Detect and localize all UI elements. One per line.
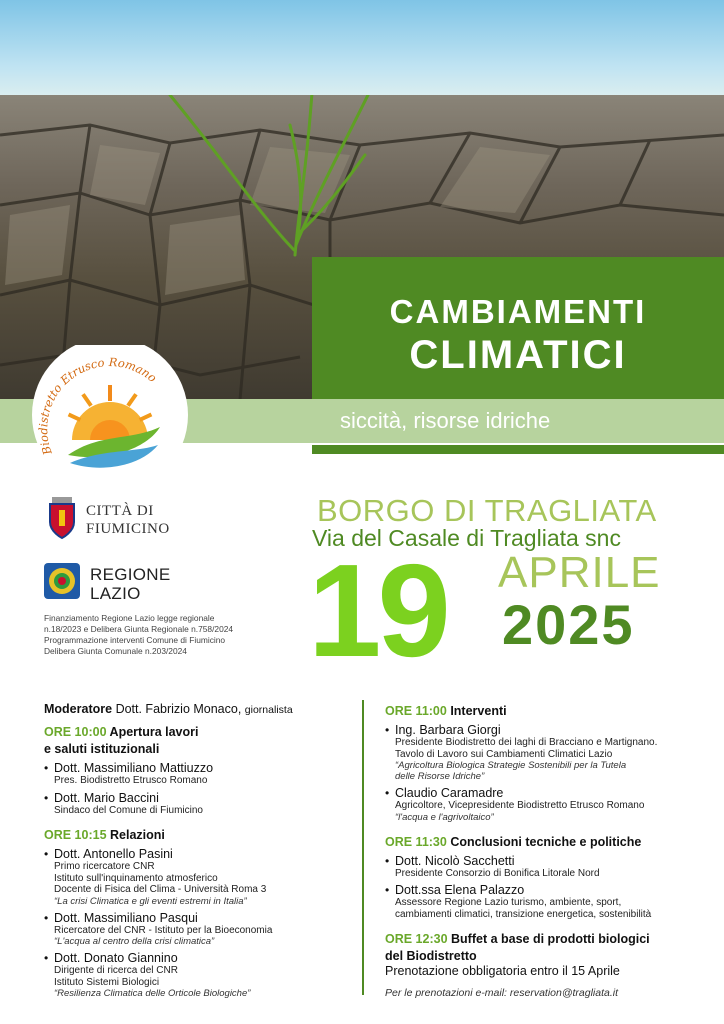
speaker-role: Ricercatore del CNR - Istituto per la Bioeconomia	[54, 924, 273, 936]
session-time: ORE 11:30	[385, 834, 447, 849]
talk-title: delle Risorse Idriche”	[395, 771, 485, 782]
funding-line: Delibera Giunta Comunale n.203/2024	[44, 646, 187, 656]
speaker-role: Istituto Sistemi Biologici	[54, 976, 160, 988]
speaker-entry	[385, 883, 705, 920]
sun-wave-logo-icon	[30, 345, 190, 475]
bullet-icon: •	[44, 910, 49, 925]
session-title: Buffet a base di prodotti biologici	[451, 932, 650, 946]
speaker-role: cambiamenti climatici, transizione energetica, sostenibilità	[395, 908, 652, 920]
funding-line: n.18/2023 e Delibera Giunta Regionale n.758/2024	[44, 624, 234, 634]
booking-email-note: Per le prenotazioni e-mail: reservation@tragliata.it	[385, 987, 619, 999]
speaker-role: Pres. Biodistretto Etrusco Romano	[54, 775, 208, 786]
speaker-role: Presidente Biodistretto dei laghi di Bracciano e Martignano.	[395, 737, 658, 748]
city-line-1: CITTÀ DI	[86, 503, 154, 519]
event-day: 19	[308, 537, 447, 684]
bullet-icon: •	[385, 883, 390, 897]
session-title: Conclusioni tecniche e politiche	[450, 834, 642, 849]
region-line-1: REGIONE	[90, 565, 171, 584]
speaker-name: Dott. Nicolò Sacchetti	[395, 853, 515, 868]
speaker-role: Istituto sull'inquinamento atmosferico	[54, 872, 218, 884]
regione-lazio-logo-icon	[44, 563, 80, 599]
talk-title: “L'acqua al centro della crisi climatica”	[54, 936, 215, 947]
speaker-name: Dott. Massimiliano Mattiuzzo	[54, 761, 214, 775]
moderator-label: Moderatore	[44, 702, 113, 716]
session-time: ORE 11:00	[385, 704, 447, 718]
session-heading	[44, 725, 349, 740]
sky	[0, 0, 724, 110]
funding-line: Programmazione interventi Comune di Fiumicino	[44, 635, 226, 645]
moderator-name: Dott. Fabrizio Monaco,	[115, 702, 242, 716]
session-title-cont: del Biodistretto	[385, 949, 477, 963]
speaker-name: Dott. Antonello Pasini	[54, 847, 173, 861]
speaker-role: Tavolo di Lavoro sui Cambiamenti Climatici Lazio	[395, 748, 613, 760]
bullet-icon: •	[44, 951, 49, 965]
session-time: ORE 10:15	[44, 828, 107, 842]
funding-note	[44, 613, 304, 657]
bullet-icon: •	[44, 761, 49, 775]
title-band	[312, 257, 724, 399]
bullet-icon: •	[44, 847, 49, 861]
speaker-entry	[44, 847, 349, 907]
fiumicino-crest-icon	[44, 494, 80, 540]
moderator	[44, 702, 349, 716]
speaker-role: Docente di Fisica del Clima - Università Roma 3	[54, 884, 267, 895]
speaker-entry	[44, 911, 349, 948]
title-line-1: CAMBIAMENTI	[389, 293, 647, 330]
logo-text: Biodistretto Etrusco Romano	[36, 355, 160, 457]
speaker-role: Presidente Consorzio di Bonifica Litorale Nord	[395, 867, 600, 879]
bullet-icon: •	[385, 786, 390, 800]
bullet-icon: •	[385, 723, 390, 737]
speaker-name: Dott. Mario Baccini	[54, 790, 159, 805]
region-line-2: LAZIO	[90, 584, 141, 603]
venue-address: Via del Casale di Tragliata snc	[312, 525, 621, 551]
speaker-entry	[385, 786, 705, 823]
region-name	[90, 565, 171, 603]
bullet-icon: •	[44, 790, 49, 805]
event-year: 2025	[502, 593, 635, 656]
speaker-name: Ing. Barbara Giorgi	[395, 723, 501, 737]
speaker-entry	[44, 761, 349, 787]
speaker-role: Agricoltore, Vicepresidente Biodistretto Etrusco Romano	[395, 800, 645, 811]
speaker-entry	[44, 951, 349, 999]
talk-title: “La crisi Climatica e gli eventi estremi in Italia”	[54, 895, 247, 907]
session-time: ORE 12:30	[385, 932, 448, 946]
subtitle: siccità, risorse idriche	[340, 408, 551, 433]
booking-notice: Prenotazione obbligatoria entro il 15 Aprile	[385, 964, 620, 978]
speaker-name: Dott. Massimiliano Pasqui	[54, 910, 198, 925]
program-right-column	[385, 702, 705, 999]
speaker-entry	[385, 854, 705, 880]
talk-title: “Resilienza Climatica delle Orticole Biologiche”	[54, 988, 251, 999]
program-left-column	[44, 702, 349, 999]
session-heading	[385, 704, 705, 719]
speaker-name: Claudio Caramadre	[395, 786, 504, 800]
speaker-entry	[44, 791, 349, 817]
session-title: Relazioni	[110, 828, 165, 842]
session-heading	[44, 828, 349, 843]
session-heading	[385, 932, 705, 947]
session-title: Interventi	[450, 704, 507, 718]
speaker-name: Dott. Donato Giannino	[54, 951, 178, 965]
session-heading	[385, 835, 705, 850]
talk-title: “l'acqua e l'agrivoltaico”	[395, 811, 494, 823]
green-divider	[312, 445, 724, 454]
event-month: APRILE	[498, 548, 661, 597]
bullet-icon: •	[385, 853, 390, 868]
speaker-role: Sindaco del Comune di Fiumicino	[54, 804, 203, 816]
funding-line: Finanziamento Regione Lazio legge regionale	[44, 613, 215, 623]
speaker-name: Dott.ssa Elena Palazzo	[395, 883, 525, 897]
title-line-2: CLIMATICI	[409, 333, 627, 377]
session-time: ORE 10:00	[44, 725, 107, 739]
venue-name: BORGO DI TRAGLIATA	[317, 493, 657, 528]
speaker-role: Primo ricercatore CNR	[54, 861, 155, 872]
session-title: Apertura lavori	[109, 725, 199, 739]
talk-title: “Agricoltura Biologica Strategie Sostenibili per la Tutela	[395, 760, 627, 771]
speaker-entry	[385, 723, 705, 782]
program-divider	[362, 700, 364, 995]
city-name	[86, 502, 170, 538]
speaker-role: Dirigente di ricerca del CNR	[54, 965, 178, 976]
speaker-role: Assessore Regione Lazio turismo, ambiente, sport,	[395, 897, 622, 908]
session-title-cont: e saluti istituzionali	[44, 742, 160, 756]
city-line-2: FIUMICINO	[86, 521, 170, 537]
moderator-role: giornalista	[244, 704, 293, 716]
